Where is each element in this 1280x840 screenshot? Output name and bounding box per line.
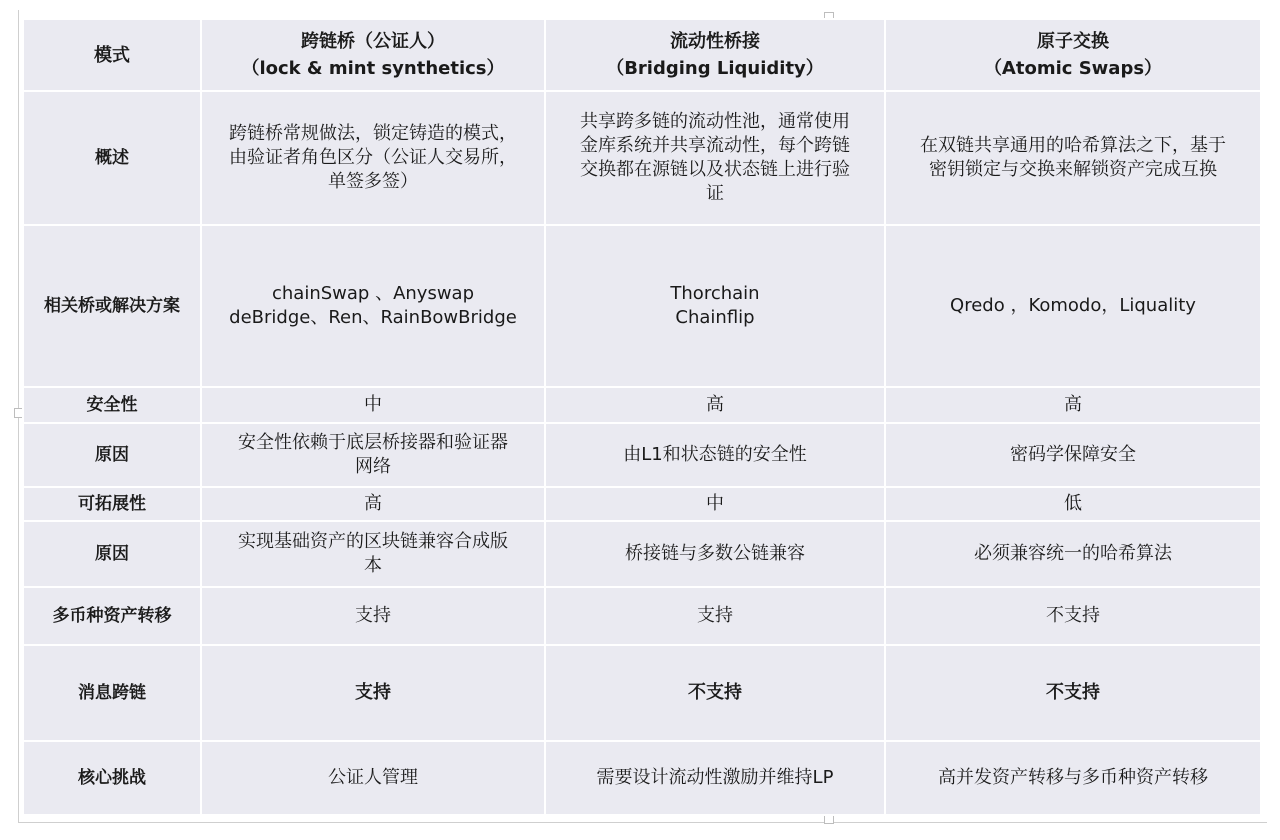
table-row-overview	[23, 91, 1261, 225]
table-cell: 桥接链与多数公链兼容	[545, 521, 885, 587]
table-cell: 密码学保障安全	[885, 423, 1261, 487]
table-row-scalability	[23, 487, 1261, 521]
header-mode: 模式	[23, 19, 201, 91]
row-label: 核心挑战	[23, 741, 201, 815]
table-header-row	[23, 19, 1261, 91]
row-label: 消息跨链	[23, 645, 201, 741]
table-cell: 共享跨多链的流动性池，通常使用 金库系统并共享流动性，每个跨链 交换都在源链以及状态链上进行验 证	[545, 91, 885, 225]
table-cell: 实现基础资产的区块链兼容合成版 本	[201, 521, 545, 587]
table-row-messaging	[23, 645, 1261, 741]
table-cell: 高	[201, 487, 545, 521]
table-row-security-reason	[23, 423, 1261, 487]
table-cell: 中	[545, 487, 885, 521]
row-label: 相关桥或解决方案	[23, 225, 201, 387]
table-cell: 不支持	[545, 645, 885, 741]
header-notary-bridge: 跨链桥（公证人） （lock & mint synthetics）	[201, 19, 545, 91]
table-cell: 高	[545, 387, 885, 423]
bridge-comparison-table	[22, 18, 1262, 816]
table-cell: 必须兼容统一的哈希算法	[885, 521, 1261, 587]
table-cell: 安全性依赖于底层桥接器和验证器 网络	[201, 423, 545, 487]
table-cell: 跨链桥常规做法，锁定铸造的模式， 由验证者角色区分（公证人交易所， 单签多签）	[201, 91, 545, 225]
table-row-scalability-reason	[23, 521, 1261, 587]
table-row-multi-asset	[23, 587, 1261, 645]
table-cell: 在双链共享通用的哈希算法之下，基于 密钥锁定与交换来解锁资产完成互换	[885, 91, 1261, 225]
table-cell: 高	[885, 387, 1261, 423]
header-atomic-swaps: 原子交换 （Atomic Swaps）	[885, 19, 1261, 91]
table-row-security	[23, 387, 1261, 423]
table-cell: 高并发资产转移与多币种资产转移	[885, 741, 1261, 815]
table-cell: 需要设计流动性激励并维持LP	[545, 741, 885, 815]
table-cell: 支持	[201, 587, 545, 645]
table-cell: 不支持	[885, 587, 1261, 645]
table-cell: 低	[885, 487, 1261, 521]
table-cell: chainSwap 、Anyswap deBridge、Ren、RainBowBridge	[201, 225, 545, 387]
table-row-core-challenge	[23, 741, 1261, 815]
table-row-solutions	[23, 225, 1261, 387]
row-label: 安全性	[23, 387, 201, 423]
table-cell: 中	[201, 387, 545, 423]
header-liquidity-bridge: 流动性桥接 （Bridging Liquidity）	[545, 19, 885, 91]
row-label: 原因	[23, 423, 201, 487]
table-cell: Thorchain Chainflip	[545, 225, 885, 387]
table-cell: 支持	[201, 645, 545, 741]
row-label: 多币种资产转移	[23, 587, 201, 645]
table-cell: 支持	[545, 587, 885, 645]
row-label: 概述	[23, 91, 201, 225]
row-label: 原因	[23, 521, 201, 587]
table-cell[interactable]: Qredo ，Komodo，Liquality	[885, 225, 1261, 387]
table-cell: 由L1和状态链的安全性	[545, 423, 885, 487]
table-cell: 不支持	[885, 645, 1261, 741]
table-cell: 公证人管理	[201, 741, 545, 815]
row-label: 可拓展性	[23, 487, 201, 521]
